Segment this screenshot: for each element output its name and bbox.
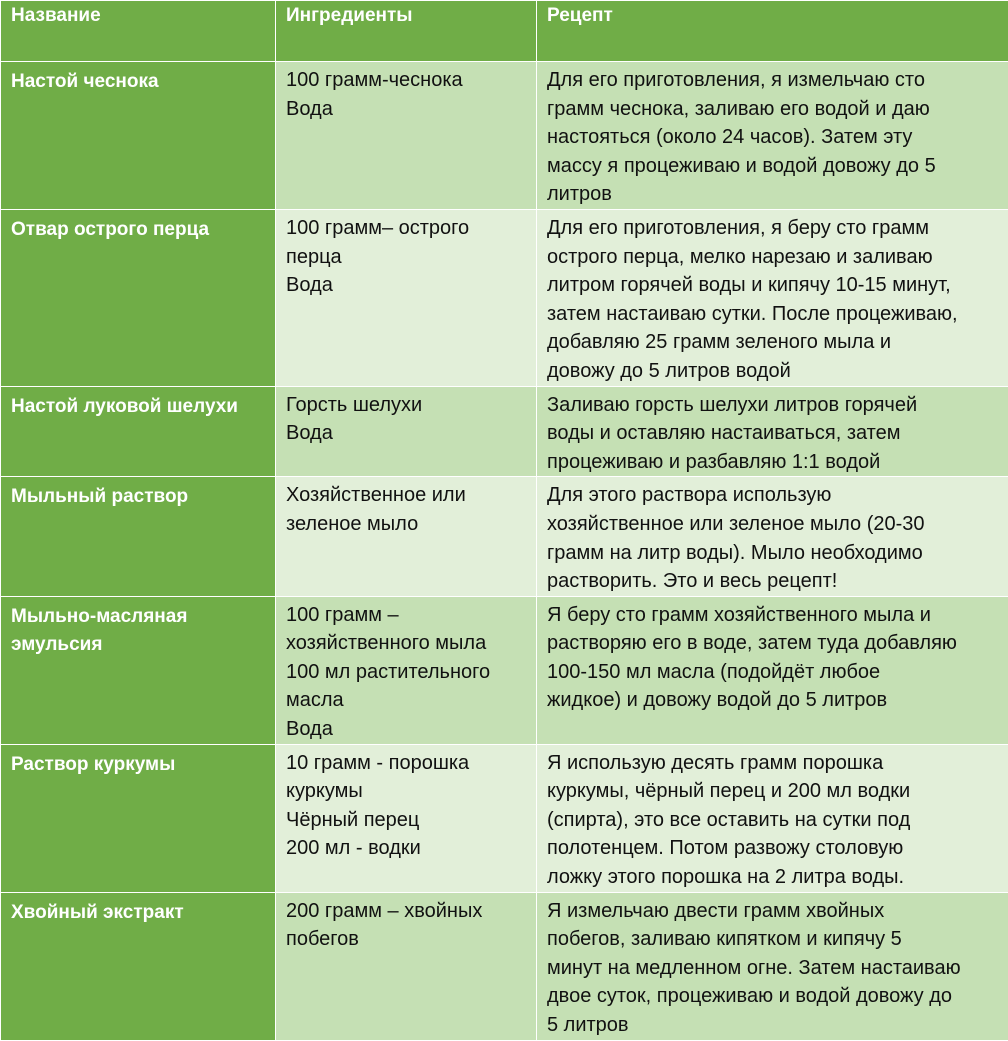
row-recipe: Я беру сто грамм хозяйственного мыла и растворяю его в воде, затем туда добавляю 100-150 мл масла (подойдёт любое жидкое) и довожу водой до 5 литров [537,596,1008,744]
row-name: Мыльно-масляная эмульсия [1,596,276,744]
row-recipe: Заливаю горсть шелухи литров горячей воды и оставляю настаиваться, затем процеживаю и разбавляю 1:1 водой [537,386,1008,477]
table-row [1,209,1008,386]
row-recipe: Для его приготовления, я измельчаю сто грамм чеснока, заливаю его водой и даю настояться (около 24 часов). Затем эту массу я процеживаю и водой довожу до 5 литров [537,62,1008,210]
row-ingredients: Хозяйственное или зеленое мыло [276,477,537,596]
row-ingredients: 100 грамм-чеснока Вода [276,62,537,210]
row-ingredients: 10 грамм - порошка куркумы Чёрный перец 200 мл - водки [276,744,537,892]
row-recipe: Я использую десять грамм порошка куркумы, чёрный перец и 200 мл водки (спирта), это все оставить на сутки под полотенцем. Потом развожу столовую ложку этого порошка на 2 литра воды. [537,744,1008,892]
header-ingredients: Ингредиенты [276,1,537,62]
row-ingredients: 200 грамм – хвойных побегов [276,892,537,1040]
header-name: Название [1,1,276,62]
table-row [1,386,1008,477]
row-ingredients: 100 грамм – хозяйственного мыла 100 мл растительного масла Вода [276,596,537,744]
row-recipe: Для его приготовления, я беру сто грамм острого перца, мелко нарезаю и заливаю литром горячей воды и кипячу 10-15 минут, затем настаиваю сутки. После процеживаю, добавляю 25 грамм зеленого мыла и довожу до 5 литров водой [537,209,1008,386]
row-name: Настой чеснока [1,62,276,210]
table-row [1,62,1008,210]
table-row [1,744,1008,892]
row-name: Хвойный экстракт [1,892,276,1040]
row-name: Отвар острого перца [1,209,276,386]
header-row [1,1,1008,62]
row-recipe: Для этого раствора использую хозяйственное или зеленое мыло (20-30 грамм на литр воды). Мыло необходимо растворить. Это и весь рецепт! [537,477,1008,596]
row-name: Мыльный раствор [1,477,276,596]
row-ingredients: Горсть шелухи Вода [276,386,537,477]
table-row [1,477,1008,596]
table-row [1,596,1008,744]
row-recipe: Я измельчаю двести грамм хвойных побегов, заливаю кипятком и кипячу 5 минут на медленном огне. Затем настаиваю двое суток, процеживаю и водой довожу до 5 литров [537,892,1008,1040]
table-row [1,892,1008,1040]
row-name: Раствор куркумы [1,744,276,892]
header-recipe: Рецепт [537,1,1008,62]
row-name: Настой луковой шелухи [1,386,276,477]
row-ingredients: 100 грамм– острого перца Вода [276,209,537,386]
